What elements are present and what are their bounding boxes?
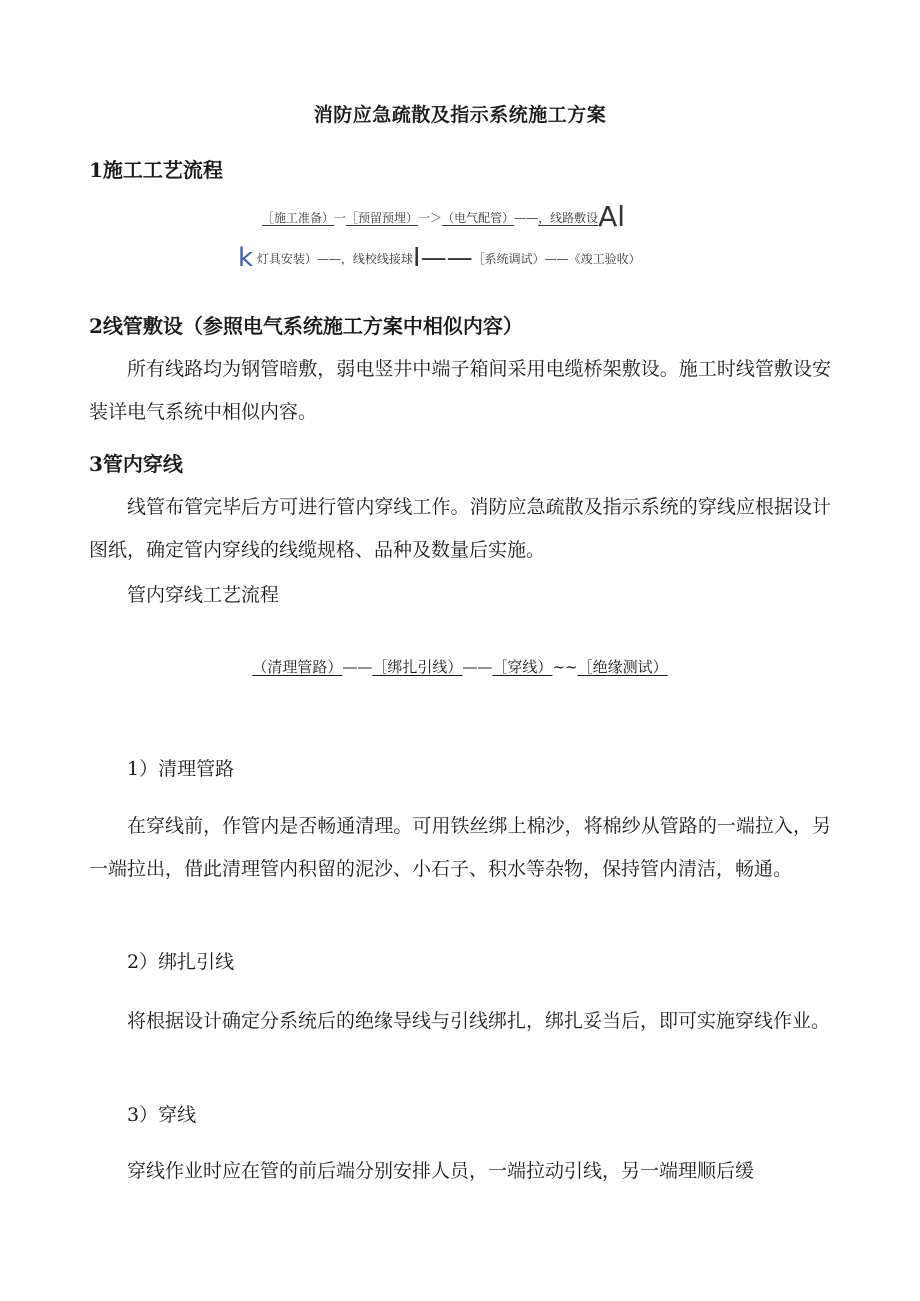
flow2-arrow: ~~: [552, 658, 578, 676]
flow-glyph-bar: I——: [412, 243, 473, 273]
section-2-heading: 2线管敷设（参照电气系统施工方案中相似内容）: [89, 314, 523, 338]
subsection-2-heading: 2）绑扎引线: [127, 951, 235, 973]
flow-glyph-k: k: [238, 243, 254, 273]
flow-step-wiring: ，线路敷设: [538, 211, 599, 225]
subsection-2-paragraph: 将根据设计确定分系统后的绝缘导线与引线绑扎，绑扎妥当后，即可实施穿线作业。: [127, 1010, 831, 1032]
section-3-paragraph: 线管布管完毕后方可进行管内穿线工作。消防应急疏散及指示系统的穿线应根据设计图纸，确定管内穿线的线缆规格、品种及数量后实施。: [89, 496, 831, 561]
flow2-step-insulation: ［绝缘测试）: [577, 658, 668, 676]
flow-arrow: 一: [334, 211, 347, 225]
subsection-1-heading: 1）清理管路: [127, 758, 235, 780]
section-2-paragraph: 所有线路均为钢管暗敷，弱电竖井中端子箱间采用电缆桥架敷设。施工时线管敷设安装详电气系统中相似内容。: [89, 358, 831, 423]
flow2-step-thread: ［穿线）: [492, 658, 553, 676]
flow-arrow: 一＞: [418, 211, 443, 225]
flow-diagram-line-2: [238, 240, 641, 273]
subsection-3-paragraph: 穿线作业时应在管的前后端分别安排人员，一端拉动引线，另一端理顺后缓: [127, 1160, 755, 1182]
flow-label: 管内穿线工艺流程: [127, 584, 280, 606]
flow-step-lamps: 灯具安装）——，线校线接球: [256, 252, 413, 266]
flow2-step-bind: ［绑扎引线）: [372, 658, 463, 676]
subsection-3-heading: 3）穿线: [127, 1104, 197, 1126]
flow-step-conduit: （电气配管）: [442, 211, 515, 225]
flow2-step-clean: （清理管路）: [252, 658, 343, 676]
flow-glyph-al: Al: [598, 200, 626, 233]
flow-step-test-accept: ［系统调试）——《竣工验收）: [472, 252, 641, 266]
section-3-heading: 3管内穿线: [89, 452, 183, 476]
subsection-1-paragraph: 在穿线前，作管内是否畅通清理。可用铁丝绑上棉沙，将棉纱从管路的一端拉入，另一端拉出，借此清理管内积留的泥沙、小石子、积水等杂物，保持管内清洁，畅通。: [89, 815, 831, 880]
flow-step-embed: ［预留预埋）: [346, 211, 419, 225]
flow2-arrow: ——: [342, 658, 373, 676]
section-1-heading: 1施工工艺流程: [89, 158, 223, 182]
flow-diagram-line-1: [262, 196, 626, 233]
flow-arrow: ——: [514, 211, 539, 225]
document-title: 消防应急疏散及指示系统施工方案: [313, 104, 607, 126]
threading-flow-diagram: [0, 656, 920, 677]
flow2-arrow: ——: [462, 658, 493, 676]
flow-step-prep: ［施工准备）: [262, 211, 335, 225]
